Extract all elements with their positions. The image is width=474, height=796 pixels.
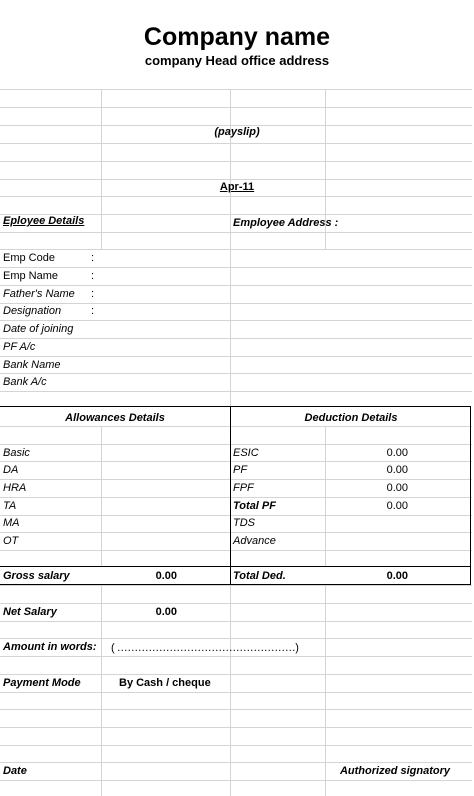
payment-mode-label: Payment Mode [3,677,81,689]
deduction-total-pf-label: Total PF [233,500,276,512]
allowance-ot: OT [3,535,19,547]
gridline-row [0,143,472,144]
gridline-row [0,89,472,90]
gross-salary-label: Gross salary [3,570,70,582]
allowance-basic: Basic [3,447,30,459]
gridline-row [0,267,472,268]
allowance-da: DA [3,464,19,476]
gridline-row [0,338,472,339]
box-border-right [470,406,471,585]
authorized-signatory-label: Authorized signatory [339,765,450,777]
designation-label: Designation [3,305,62,317]
fathers-name-colon: : [91,288,95,300]
designation-colon: : [91,305,95,317]
emp-name-colon: : [91,270,95,282]
gridline-row [0,107,472,108]
deduction-esic-label: ESIC [233,447,259,459]
gross-salary-value: 0.00 [155,570,177,582]
deduction-advance-label: Advance [233,535,276,547]
deduction-esic-value: 0.00 [386,447,408,459]
gridline-col [230,585,231,796]
gridline-row [0,550,472,551]
gridline-row [0,709,472,710]
emp-code-colon: : [91,252,95,264]
gridline-row [0,373,472,374]
gridline-row [0,745,472,746]
gridline-row [0,780,472,781]
allowance-hra: HRA [3,482,27,494]
deduction-fpf-value: 0.00 [386,482,408,494]
gridline-row [0,232,472,233]
deduction-tds-label: TDS [233,517,255,529]
allowance-ma: MA [3,517,20,529]
gridline-col [101,89,102,249]
payment-mode-value: By Cash / cheque [119,677,211,689]
date-label: Date [3,765,27,777]
amount-in-words-value: ( ……………………………………………) [111,642,299,654]
gridline-row [0,196,472,197]
deduction-total-pf-value: 0.00 [386,500,408,512]
bank-name-label: Bank Name [3,359,61,371]
deduction-pf-value: 0.00 [386,464,408,476]
box-border-top [0,406,471,407]
bank-ac-label: Bank A/c [3,376,47,388]
gridline-row [0,603,472,604]
gridline-row [0,356,472,357]
gridline-row [0,303,472,304]
gridline-col [101,426,102,566]
gridline-row [0,391,472,392]
employee-details-heading: Eployee Details [3,215,85,227]
box-divider [230,406,231,585]
employee-address-heading: Employee Address : [233,217,339,229]
pf-ac-label: PF A/c [3,341,36,353]
emp-code-label: Emp Code [3,252,55,264]
net-salary-value: 0.00 [155,606,177,618]
fathers-name-label: Father's Name [3,288,75,300]
gridline-row [0,161,472,162]
allowance-ta: TA [3,500,17,512]
company-name: Company name [143,23,331,51]
total-deduction-value: 0.00 [386,570,408,582]
company-address: company Head office address [144,53,330,68]
allowances-heading: Allowances Details [65,412,165,424]
date-of-joining-label: Date of joining [3,323,74,335]
gridline-row [0,656,472,657]
gridline-row [0,426,472,427]
gridline-row [0,692,472,693]
amount-in-words-label: Amount in words: [3,641,97,653]
gridline-row [0,621,472,622]
total-row-divider [0,566,471,567]
gridline-row [0,727,472,728]
emp-name-label: Emp Name [3,270,59,282]
deductions-heading: Deduction Details [304,412,398,424]
gridline-row [0,249,472,250]
total-deduction-label: Total Ded. [233,570,286,582]
payslip-label: (payslip) [214,126,260,138]
gridline-row [0,585,472,586]
payslip-month: Apr-11 [219,181,255,193]
box-border-bottom [0,584,471,585]
deduction-pf-label: PF [233,464,248,476]
deduction-fpf-label: FPF [233,482,254,494]
net-salary-label: Net Salary [3,606,57,618]
